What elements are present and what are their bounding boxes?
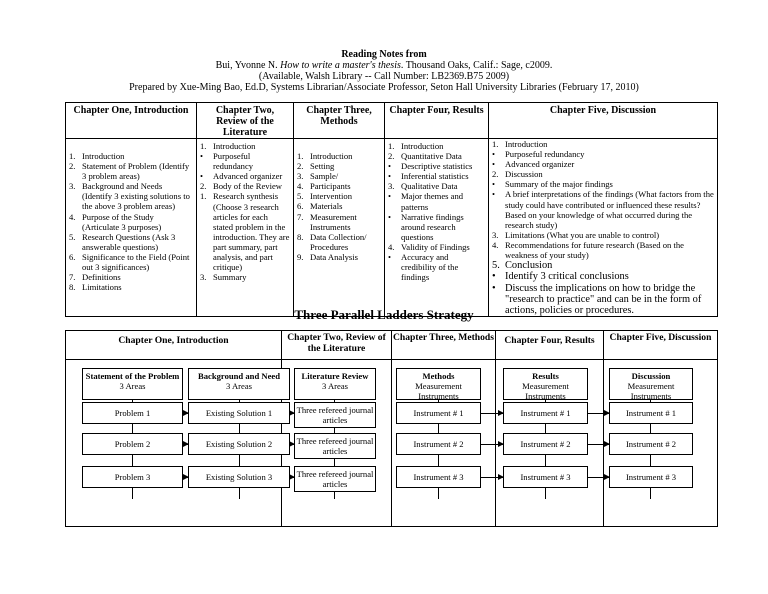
outline-marker: • bbox=[388, 171, 392, 182]
ladders-title: Three Parallel Ladders Strategy bbox=[294, 307, 474, 322]
outline-text: Descriptive statistics bbox=[401, 161, 473, 172]
arrow-right-icon bbox=[588, 444, 609, 445]
outline-marker: 2. bbox=[297, 161, 304, 172]
outline-text: Purposeful redundancy bbox=[213, 151, 254, 172]
outline-text: Narrative findings around research questions bbox=[401, 211, 464, 242]
discussion-sub: Measurement Instruments bbox=[627, 381, 675, 401]
outline-marker: 4. bbox=[69, 211, 76, 222]
outline-marker: 3. bbox=[69, 181, 76, 192]
outline-item bbox=[69, 252, 193, 272]
outline-text: Introduction bbox=[310, 151, 353, 161]
citation-publisher: . Thousand Oaks, Calif.: Sage, c2009. bbox=[400, 60, 553, 71]
reading-notes-table bbox=[65, 102, 718, 317]
outline-marker: 6. bbox=[297, 201, 304, 212]
background-and-need-box bbox=[188, 368, 290, 400]
outline-marker: • bbox=[200, 171, 204, 182]
outline-item bbox=[69, 181, 193, 211]
outline-item bbox=[388, 141, 485, 151]
discussion-instrument-box: Instrument # 1 bbox=[609, 402, 693, 424]
citation bbox=[0, 60, 768, 71]
outline-text: Body of the Review bbox=[213, 181, 282, 192]
results-title: Results bbox=[532, 371, 559, 381]
background-and-need-sub: 3 Areas bbox=[225, 381, 252, 391]
method-instrument-box: Instrument # 1 bbox=[396, 402, 481, 424]
problem-box: Problem 1 bbox=[82, 402, 183, 424]
outline-text: Research synthesis (Choose 3 research articles for each stated problem in the introduction. They are part summary, part analysis, and part critique) bbox=[213, 191, 290, 273]
outline-text: Significance to the Field (Point out 3 significances) bbox=[82, 251, 190, 273]
outline-text: Qualitative Data bbox=[401, 181, 458, 192]
method-instrument-box: Instrument # 2 bbox=[396, 433, 481, 455]
existing-solution-box: Existing Solution 2 bbox=[188, 433, 290, 455]
notes-title: Reading Notes from bbox=[341, 49, 427, 60]
outline-marker: • bbox=[388, 161, 392, 172]
outline-item bbox=[69, 151, 193, 161]
outline-item bbox=[388, 252, 485, 282]
outline-item bbox=[492, 240, 714, 260]
outline-marker: 5. bbox=[69, 231, 76, 242]
ladder-col-chapter-one: Chapter One, Introduction bbox=[118, 335, 229, 346]
outline-item bbox=[200, 171, 290, 181]
outline-text: Major themes and patterns bbox=[401, 191, 464, 212]
arrow-right-icon bbox=[481, 444, 503, 445]
outline-text: Recommendations for future research (Based on the weakness of your study) bbox=[505, 239, 684, 261]
outline-text: Identify 3 critical conclusions bbox=[505, 271, 629, 283]
chapter-three-outline bbox=[294, 139, 385, 317]
methods-sub: Measurement Instruments bbox=[415, 381, 462, 401]
results-sub: Measurement Instruments bbox=[522, 381, 569, 401]
outline-item bbox=[388, 171, 485, 181]
outline-item bbox=[492, 169, 714, 179]
outline-text: Limitations bbox=[82, 282, 122, 293]
outline-text: Summary bbox=[213, 272, 247, 283]
outline-item bbox=[297, 201, 381, 211]
result-instrument-box: Instrument # 2 bbox=[503, 433, 588, 455]
ladders-diagram bbox=[65, 330, 718, 527]
methods-title: Methods bbox=[422, 371, 455, 381]
outline-text: Purposeful redundancy bbox=[505, 149, 585, 160]
outline-item bbox=[200, 272, 290, 282]
outline-text: Statement of Problem (Identify 3 problem areas) bbox=[82, 161, 190, 182]
outline-marker: 1. bbox=[200, 141, 207, 151]
outline-marker: • bbox=[492, 282, 496, 294]
outline-marker: • bbox=[388, 211, 392, 222]
outline-marker: 3. bbox=[492, 229, 499, 240]
outline-marker: • bbox=[492, 271, 496, 283]
outline-item bbox=[388, 151, 485, 161]
outline-text: Research Questions (Ask 3 answerable questions) bbox=[82, 231, 176, 252]
prepared-by: Prepared by Xue-Ming Bao, Ed.D, Systems Librarian/Associate Professor, Seton Hall University Libraries (February 17, 2010) bbox=[129, 82, 639, 93]
outline-item bbox=[200, 151, 290, 171]
outline-marker: 9. bbox=[297, 251, 304, 262]
existing-solution-box: Existing Solution 3 bbox=[188, 466, 290, 488]
outline-text: Participants bbox=[310, 181, 351, 192]
chapter-one-outline bbox=[66, 139, 197, 317]
outline-marker: 1. bbox=[388, 141, 395, 151]
outline-text: Discussion bbox=[505, 169, 543, 180]
outline-marker: 1. bbox=[297, 151, 304, 161]
outline-item bbox=[492, 271, 714, 282]
statement-of-problem-title: Statement of the Problem bbox=[85, 371, 180, 381]
outline-text: Introduction bbox=[505, 139, 548, 149]
statement-of-problem-box bbox=[82, 368, 183, 400]
outline-marker: • bbox=[388, 252, 392, 263]
outline-text: Sample/ bbox=[310, 171, 339, 182]
ladder-col-chapter-two: Chapter Two, Review of the Literature bbox=[287, 332, 386, 354]
availability-note: (Available, Walsh Library -- Call Number: LB2369.B75 2009) bbox=[258, 71, 510, 82]
outline-item bbox=[388, 181, 485, 191]
literature-review-title: Literature Review bbox=[301, 371, 369, 381]
outline-item bbox=[492, 260, 714, 271]
statement-of-problem-sub: 3 Areas bbox=[119, 381, 146, 391]
notes-header-row bbox=[66, 103, 718, 139]
outline-marker: 2. bbox=[388, 151, 395, 162]
outline-marker: 1. bbox=[492, 139, 499, 149]
chapter-one-heading: Chapter One, Introduction bbox=[66, 103, 197, 139]
result-instrument-box: Instrument # 1 bbox=[503, 402, 588, 424]
literature-review-sub: 3 Areas bbox=[321, 381, 348, 391]
arrow-right-icon bbox=[481, 477, 503, 478]
outline-marker: • bbox=[492, 189, 496, 200]
chapter-four-heading: Chapter Four, Results bbox=[385, 103, 489, 139]
citation-author: Bui, Yvonne N. bbox=[215, 60, 281, 71]
outline-item bbox=[69, 212, 193, 232]
outline-item bbox=[69, 282, 193, 292]
outline-marker: • bbox=[492, 149, 496, 160]
chapter-three-heading: Chapter Three, Methods bbox=[294, 103, 385, 139]
outline-text: Background and Needs (Identify 3 existing solutions to the above 3 problem areas) bbox=[82, 181, 190, 212]
outline-text: A brief interpretations of the findings (What factors from the study could have contributed or influenced these results? Based on your knowledge of what occurred during the research study) bbox=[505, 189, 714, 230]
outline-marker: • bbox=[492, 159, 496, 170]
outline-marker: 5. bbox=[492, 260, 500, 272]
chapter-two-heading: Chapter Two, Review of the Literature bbox=[197, 103, 294, 139]
outline-text: Accuracy and credibility of the findings bbox=[401, 252, 459, 283]
ladder-col-chapter-four: Chapter Four, Results bbox=[504, 335, 595, 346]
outline-item bbox=[200, 141, 290, 151]
outline-item bbox=[492, 139, 714, 149]
column-divider bbox=[495, 331, 496, 526]
chapter-four-outline bbox=[385, 139, 489, 317]
outline-marker: 2. bbox=[200, 181, 207, 192]
existing-solution-box: Existing Solution 1 bbox=[188, 402, 290, 424]
arrow-right-icon bbox=[588, 477, 609, 478]
journal-articles-box: Three refereed journal articles bbox=[294, 402, 376, 428]
results-box bbox=[503, 368, 588, 400]
chapter-five-heading: Chapter Five, Discussion bbox=[489, 103, 718, 139]
column-divider bbox=[281, 331, 282, 526]
notes-body-row bbox=[66, 139, 718, 317]
outline-text: Purpose of the Study (Articulate 3 purposes) bbox=[82, 211, 162, 232]
method-instrument-box: Instrument # 3 bbox=[396, 466, 481, 488]
outline-item bbox=[492, 179, 714, 189]
outline-item bbox=[492, 149, 714, 159]
outline-text: Data Collection/ Procedures bbox=[310, 231, 367, 252]
outline-item bbox=[297, 171, 381, 181]
outline-text: Introduction bbox=[82, 151, 125, 161]
outline-marker: 3. bbox=[200, 272, 207, 283]
arrow-right-icon bbox=[481, 413, 503, 414]
outline-item bbox=[388, 212, 485, 242]
outline-item bbox=[200, 181, 290, 191]
outline-text: Discuss the implications on how to bridge the "research to practice" and can be in the form of actions, policies or procedures. bbox=[505, 282, 702, 316]
outline-marker: 4. bbox=[492, 239, 499, 250]
outline-item bbox=[297, 151, 381, 161]
outline-marker: 8. bbox=[297, 231, 304, 242]
outline-text: Intervention bbox=[310, 191, 352, 202]
journal-articles-box: Three refereed journal articles bbox=[294, 466, 376, 492]
outline-item bbox=[492, 230, 714, 240]
outline-text: Conclusion bbox=[505, 260, 553, 272]
outline-marker: • bbox=[200, 151, 204, 162]
chapter-five-outline bbox=[489, 139, 718, 317]
outline-marker: 4. bbox=[297, 181, 304, 192]
outline-item bbox=[69, 272, 193, 282]
result-instrument-box: Instrument # 3 bbox=[503, 466, 588, 488]
methods-box bbox=[396, 368, 481, 400]
outline-text: Inferential statistics bbox=[401, 171, 469, 182]
outline-text: Measurement Instruments bbox=[310, 211, 357, 232]
outline-item bbox=[297, 232, 381, 252]
outline-item bbox=[69, 161, 193, 181]
background-and-need-title: Background and Need bbox=[198, 371, 280, 381]
column-divider bbox=[391, 331, 392, 526]
outline-item bbox=[297, 191, 381, 201]
outline-item bbox=[388, 161, 485, 171]
outline-marker: 7. bbox=[69, 272, 76, 283]
outline-text: Advanced organizer bbox=[213, 171, 283, 182]
outline-item bbox=[297, 181, 381, 191]
outline-text: Data Analysis bbox=[310, 251, 358, 262]
outline-marker: 3. bbox=[388, 181, 395, 192]
chapter-two-outline bbox=[197, 139, 294, 317]
discussion-box bbox=[609, 368, 693, 400]
outline-marker: 7. bbox=[297, 211, 304, 222]
outline-item bbox=[492, 159, 714, 169]
ladder-col-chapter-five: Chapter Five, Discussion bbox=[609, 332, 712, 343]
outline-text: Advanced organizer bbox=[505, 159, 575, 170]
outline-item bbox=[297, 161, 381, 171]
outline-marker: • bbox=[492, 179, 496, 190]
ladder-col-chapter-three: Chapter Three, Methods bbox=[392, 332, 494, 343]
outline-marker: 8. bbox=[69, 282, 76, 293]
outline-text: Validity of Findings bbox=[401, 241, 470, 252]
outline-marker: 2. bbox=[492, 169, 499, 180]
outline-item bbox=[200, 191, 290, 272]
journal-articles-box: Three refereed journal articles bbox=[294, 433, 376, 459]
outline-marker: 1. bbox=[200, 191, 207, 202]
outline-marker: 4. bbox=[388, 241, 395, 252]
outline-item bbox=[297, 212, 381, 232]
literature-review-box bbox=[294, 368, 376, 400]
outline-item bbox=[492, 189, 714, 229]
outline-marker: 2. bbox=[69, 161, 76, 172]
problem-box: Problem 2 bbox=[82, 433, 183, 455]
outline-item bbox=[297, 252, 381, 262]
discussion-instrument-box: Instrument # 3 bbox=[609, 466, 693, 488]
outline-marker: 6. bbox=[69, 251, 76, 262]
outline-marker: 1. bbox=[69, 151, 76, 161]
outline-text: Definitions bbox=[82, 272, 121, 283]
citation-book-title: How to write a master's thesis bbox=[280, 60, 401, 71]
discussion-title: Discussion bbox=[631, 371, 671, 381]
outline-text: Materials bbox=[310, 201, 343, 212]
outline-marker: • bbox=[388, 191, 392, 202]
header-divider bbox=[66, 359, 717, 360]
column-divider bbox=[603, 331, 604, 526]
outline-text: Introduction bbox=[213, 141, 256, 151]
arrow-right-icon bbox=[588, 413, 609, 414]
outline-text: Introduction bbox=[401, 141, 444, 151]
outline-text: Setting bbox=[310, 161, 335, 172]
outline-item bbox=[388, 191, 485, 211]
outline-marker: 3. bbox=[297, 171, 304, 182]
outline-text: Summary of the major findings bbox=[505, 179, 613, 190]
outline-marker: 5. bbox=[297, 191, 304, 202]
outline-item bbox=[388, 242, 485, 252]
outline-text: Quantitative Data bbox=[401, 151, 462, 162]
outline-text: Limitations (What you are unable to control) bbox=[505, 229, 660, 240]
problem-box: Problem 3 bbox=[82, 466, 183, 488]
outline-item bbox=[69, 232, 193, 252]
discussion-instrument-box: Instrument # 2 bbox=[609, 433, 693, 455]
